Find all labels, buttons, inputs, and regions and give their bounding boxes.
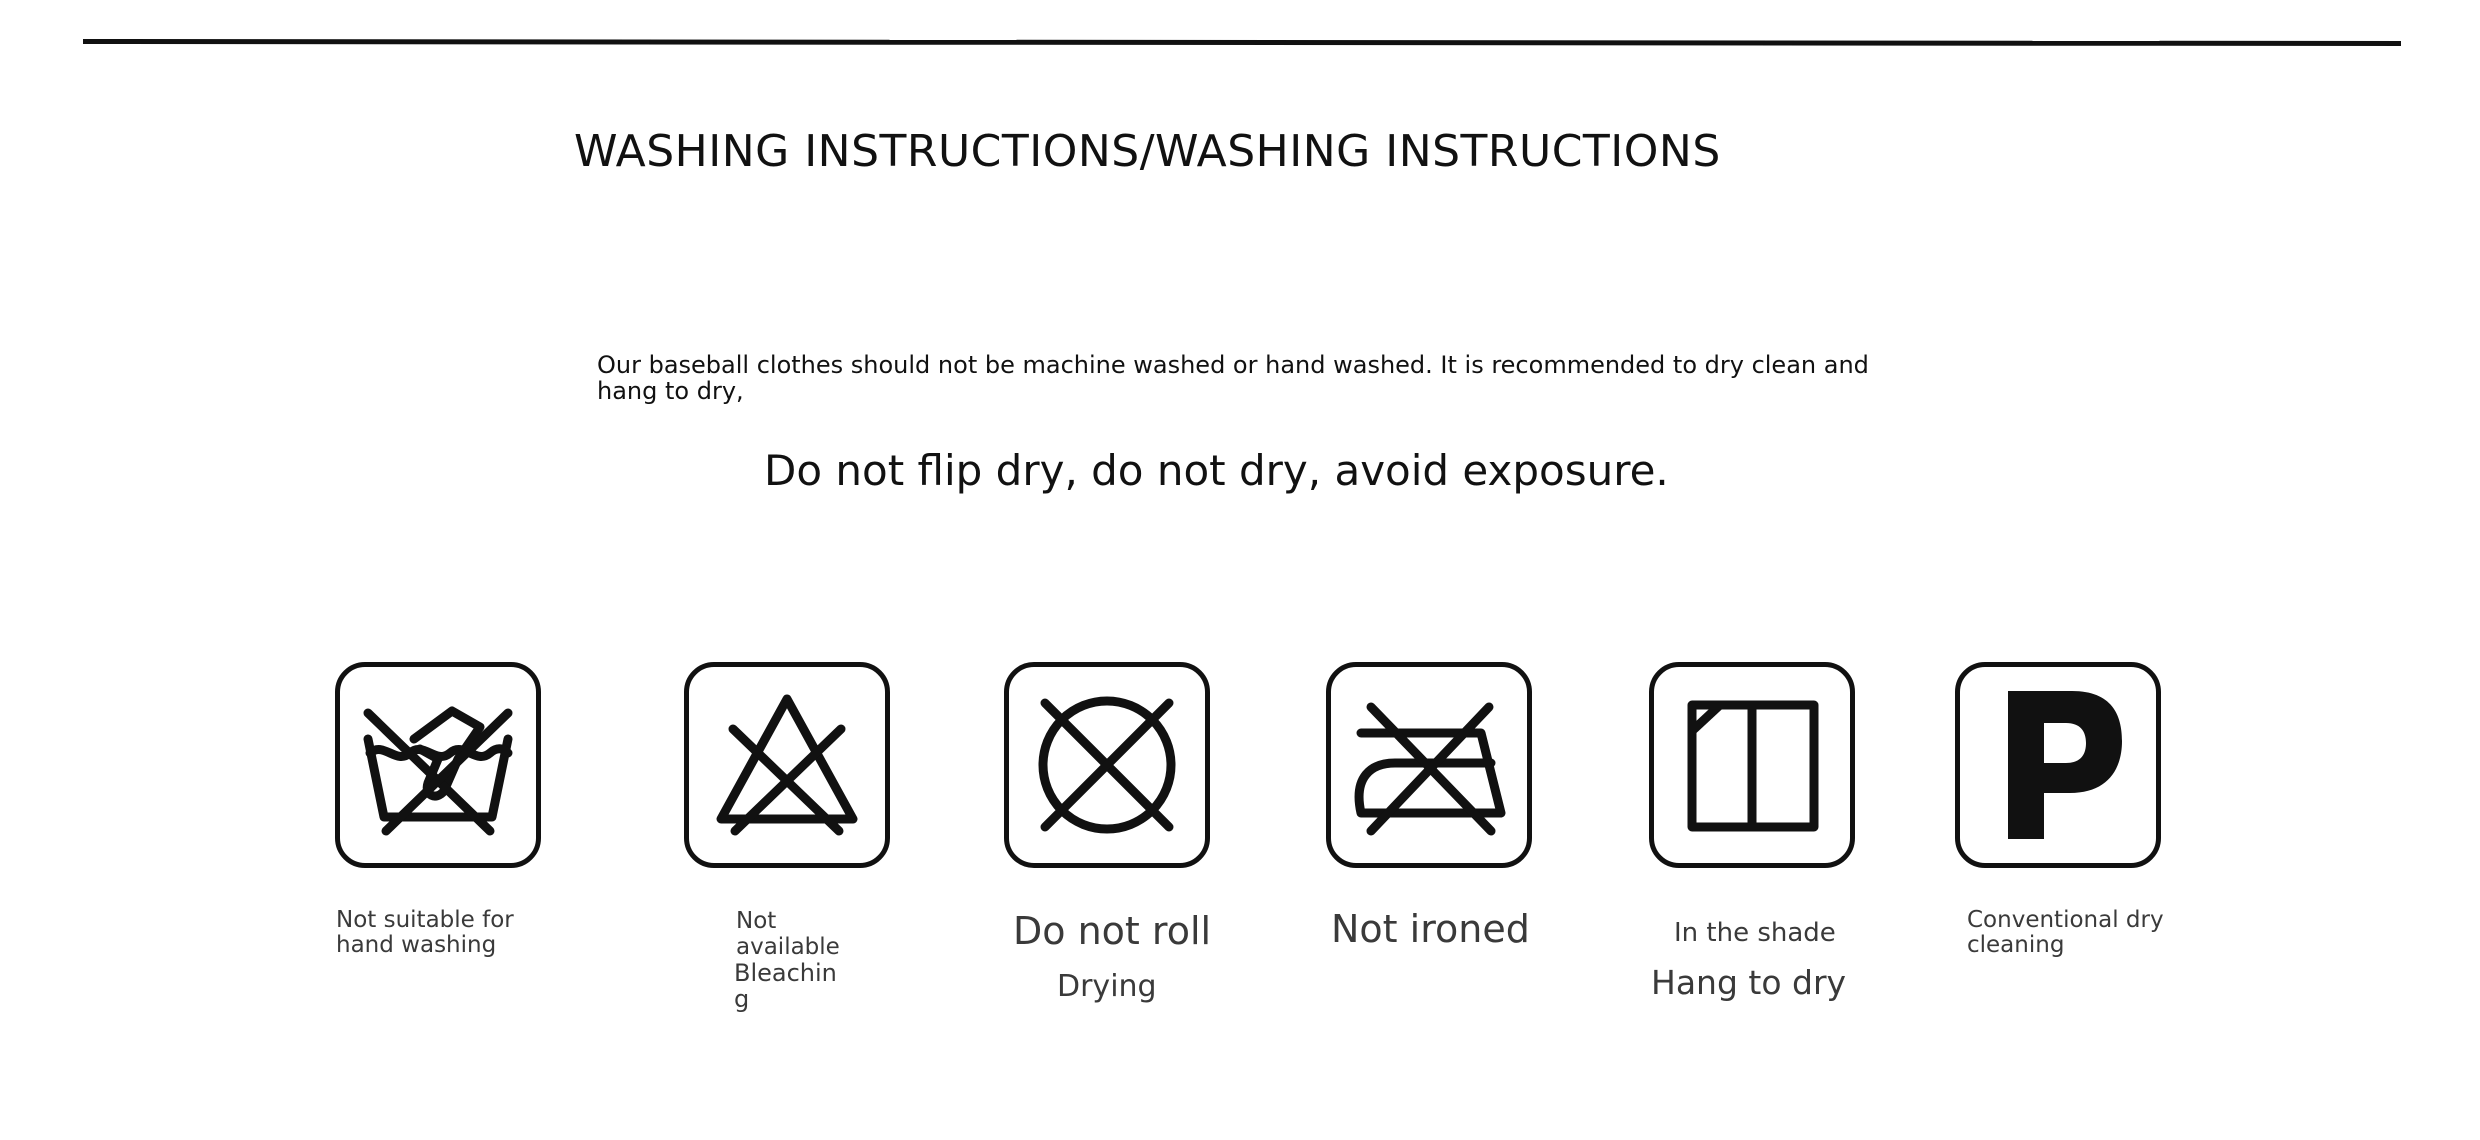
no-tumble-dry-icon bbox=[1009, 667, 1205, 863]
no-iron-icon bbox=[1331, 667, 1527, 863]
shade-hang-dry-icon bbox=[1654, 667, 1850, 863]
drying-warning: Do not flip dry, do not dry, avoid exposure. bbox=[764, 446, 1669, 495]
care-symbol-no-bleach bbox=[684, 662, 890, 868]
caption-no-tumble-dry-line1: Do not roll bbox=[1013, 909, 1212, 953]
caption-no-iron: Not ironed bbox=[1331, 907, 1530, 951]
care-symbol-no-iron bbox=[1326, 662, 1532, 868]
care-symbol-shade-dry bbox=[1649, 662, 1855, 868]
caption-no-bleach: Not available Bleachin g bbox=[734, 908, 840, 1013]
dry-clean-p-icon bbox=[1960, 667, 2156, 863]
no-hand-wash-icon bbox=[340, 667, 536, 863]
caption-dry-clean: Conventional dry cleaning bbox=[1967, 907, 2164, 958]
top-divider bbox=[83, 39, 2401, 46]
caption-shade-dry-line2: Hang to dry bbox=[1651, 963, 1847, 1002]
caption-no-tumble-dry-line2: Drying bbox=[1057, 969, 1157, 1004]
caption-no-hand-wash: Not suitable for hand washing bbox=[336, 907, 514, 958]
care-symbol-dry-clean bbox=[1955, 662, 2161, 868]
intro-text: Our baseball clothes should not be machine washed or hand washed. It is recommended to dry clean and hang to dry, bbox=[597, 351, 1869, 405]
page-title: WASHING INSTRUCTIONS/WASHING INSTRUCTIONS bbox=[574, 126, 1721, 177]
no-bleach-icon bbox=[689, 667, 885, 863]
care-symbol-no-hand-wash bbox=[335, 662, 541, 868]
caption-shade-dry-line1: In the shade bbox=[1674, 918, 1836, 948]
care-symbol-no-tumble-dry bbox=[1004, 662, 1210, 868]
